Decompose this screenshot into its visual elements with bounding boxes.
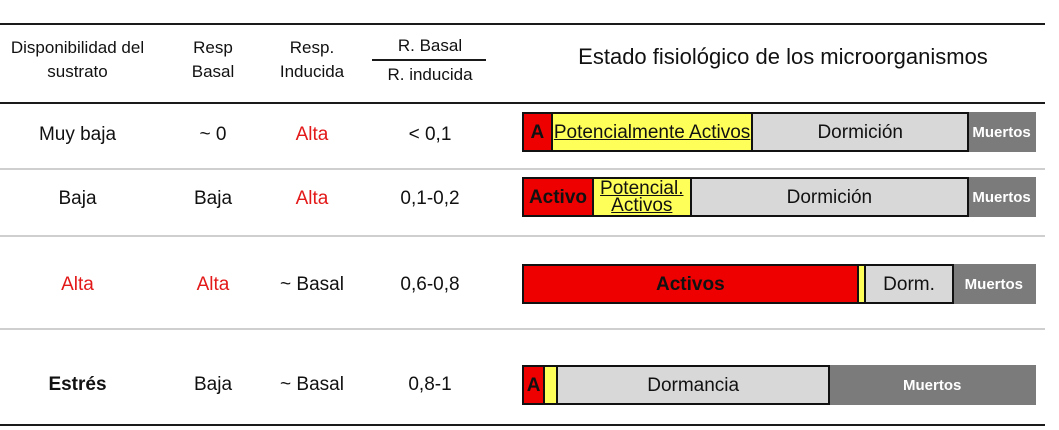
row-4-substrate-cell: Estrés [48, 374, 107, 395]
header-resp-basal-text: Resp Basal [191, 38, 235, 81]
header-substrate [0, 36, 155, 84]
row-4-state-bar [522, 365, 1036, 405]
row-2-segment-red: Activo [522, 177, 594, 217]
header-resp-induced [262, 36, 362, 84]
header-resp-induced-text: Resp. Inducida [279, 38, 345, 81]
row-1-segment-yellow: Potencialmente Activos [553, 112, 753, 152]
row-4-segment-yellow [545, 365, 558, 405]
header-rule [0, 102, 1045, 104]
row-3-ratio-cell: 0,6-0,8 [400, 274, 460, 295]
row-1-segment-gray: Dormición [753, 112, 969, 152]
row-3-segment-red: Activos [522, 264, 859, 304]
header-ratio-fraction-line [372, 59, 486, 61]
row-2-ratio-cell: 0,1-0,2 [400, 188, 460, 209]
row-4-induced-cell: ~ Basal [280, 374, 344, 395]
header-ratio-denominator: R. inducida [387, 65, 473, 84]
row-divider-2 [0, 235, 1045, 237]
row-2-segment-yellow: Potencial. Activos [594, 177, 692, 217]
row-1-induced-cell: Alta [295, 124, 329, 145]
row-2-induced-cell: Alta [295, 188, 329, 209]
row-divider-3 [0, 328, 1045, 330]
row-4-ratio-cell: 0,8-1 [408, 374, 452, 395]
row-1-substrate-cell: Muy baja [38, 124, 117, 145]
row-2-segment-gray: Dormición [692, 177, 970, 217]
row-4-segment-dark: Muertos [830, 365, 1036, 405]
row-3-segment-gray: Dorm. [866, 264, 953, 304]
row-1-basal-cell: ~ 0 [199, 124, 227, 145]
row-1-segment-dark: Muertos [969, 112, 1036, 152]
row-3-segment-dark: Muertos [954, 264, 1036, 304]
row-2-segment-dark: Muertos [969, 177, 1036, 217]
row-4-basal-cell: Baja [193, 374, 233, 395]
row-divider-1 [0, 168, 1045, 170]
row-2-basal-cell: Baja [193, 188, 233, 209]
row-4-segment-gray: Dormancia [558, 365, 830, 405]
bottom-rule [0, 424, 1045, 426]
row-3-state-bar [522, 264, 1036, 304]
row-2-state-bar [522, 177, 1036, 217]
header-resp-basal [178, 36, 248, 84]
row-1-state-bar [522, 112, 1036, 152]
header-state: Estado fisiológico de los microorganismos [578, 44, 988, 69]
row-1-ratio-cell: < 0,1 [408, 124, 452, 145]
header-ratio-numerator: R. Basal [397, 36, 463, 55]
row-1-segment-red: A [522, 112, 553, 152]
row-2-substrate-cell: Baja [58, 188, 97, 209]
row-3-induced-cell: ~ Basal [280, 274, 344, 295]
top-rule [0, 23, 1045, 25]
row-4-segment-red: A [522, 365, 545, 405]
row-3-basal-cell: Alta [196, 274, 230, 295]
header-substrate-text: Disponibilidad del sustrato [10, 38, 145, 81]
row-3-substrate-cell: Alta [61, 274, 94, 295]
row-3-segment-yellow [859, 264, 867, 304]
